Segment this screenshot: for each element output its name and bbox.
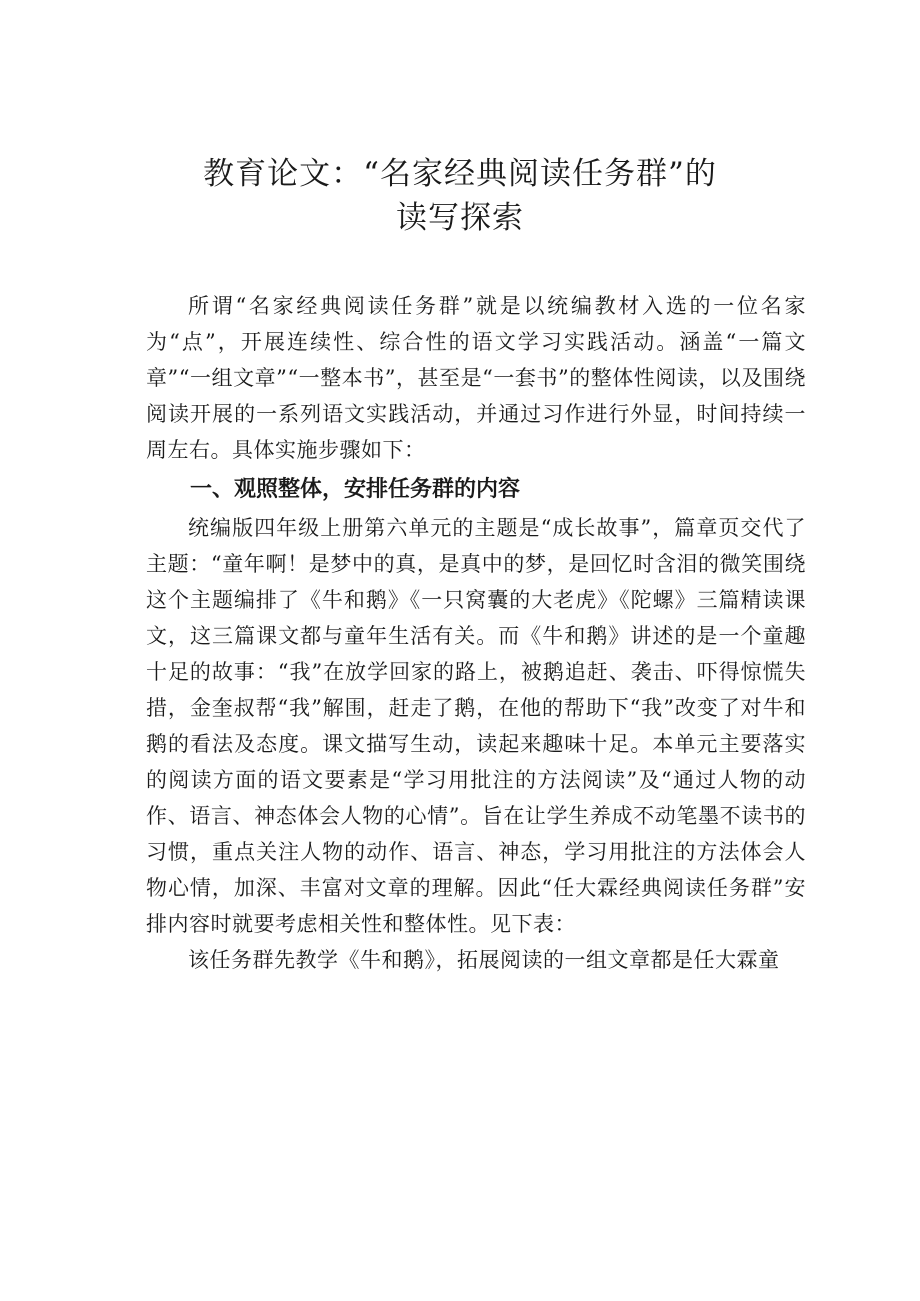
document-title [0, 152, 920, 240]
title-line-2: 读写探索 [396, 200, 524, 236]
section1-paragraph-1: 统编版四年级上册第六单元的主题是“成长故事”，篇章页交代了主题：“童年啊！是梦中的真，是真中的梦，是回忆时含泪的微笑围绕这个主题编排了《牛和鹅》《一只窝囊的大老虎》《陀螺》三篇精读课文，这三篇课文都与童年生活有关。而《牛和鹅》讲述的是一个童趣十足的故事：“我”在放学回家的路上，被鹅追赶、袭击、吓得惊慌失措，金奎叔帮“我”解围，赶走了鹅，在他的帮助下“我”改变了对牛和鹅的看法及态度。课文描写生动，读起来趣味十足。本单元主要落实的阅读方面的语文要素是“学习用批注的方法阅读”及“通过人物的动作、语言、神态体会人物的心情”。旨在让学生养成不动笔墨不读书的习惯，重点关注人物的动作、语言、神态，学习用批注的方法体会人物心情，加深、丰富对文章的理解。因此“任大霖经典阅读任务群”安排内容时就要考虑相关性和整体性。见下表： [146, 516, 806, 936]
section1-paragraph-2: 该任务群先教学《牛和鹅》，拓展阅读的一组文章都是任大霖童 [188, 948, 780, 972]
title-line-1: 教育论文：“名家经典阅读任务群”的 [203, 156, 717, 192]
document-body [146, 288, 806, 978]
section-heading-1: 一、观照整体，安排任务群的内容 [190, 477, 521, 502]
intro-paragraph: 所谓“名家经典阅读任务群”就是以统编教材入选的一位名家为“点”，开展连续性、综合性的语文学习实践活动。涵盖“一篇文章”“一组文章”“一整本书”，甚至是“一套书”的整体性阅读，以及围绕阅读开展的一系列语文实践活动，并通过习作进行外显，时间持续一周左右。具体实施步骤如下： [146, 294, 806, 462]
